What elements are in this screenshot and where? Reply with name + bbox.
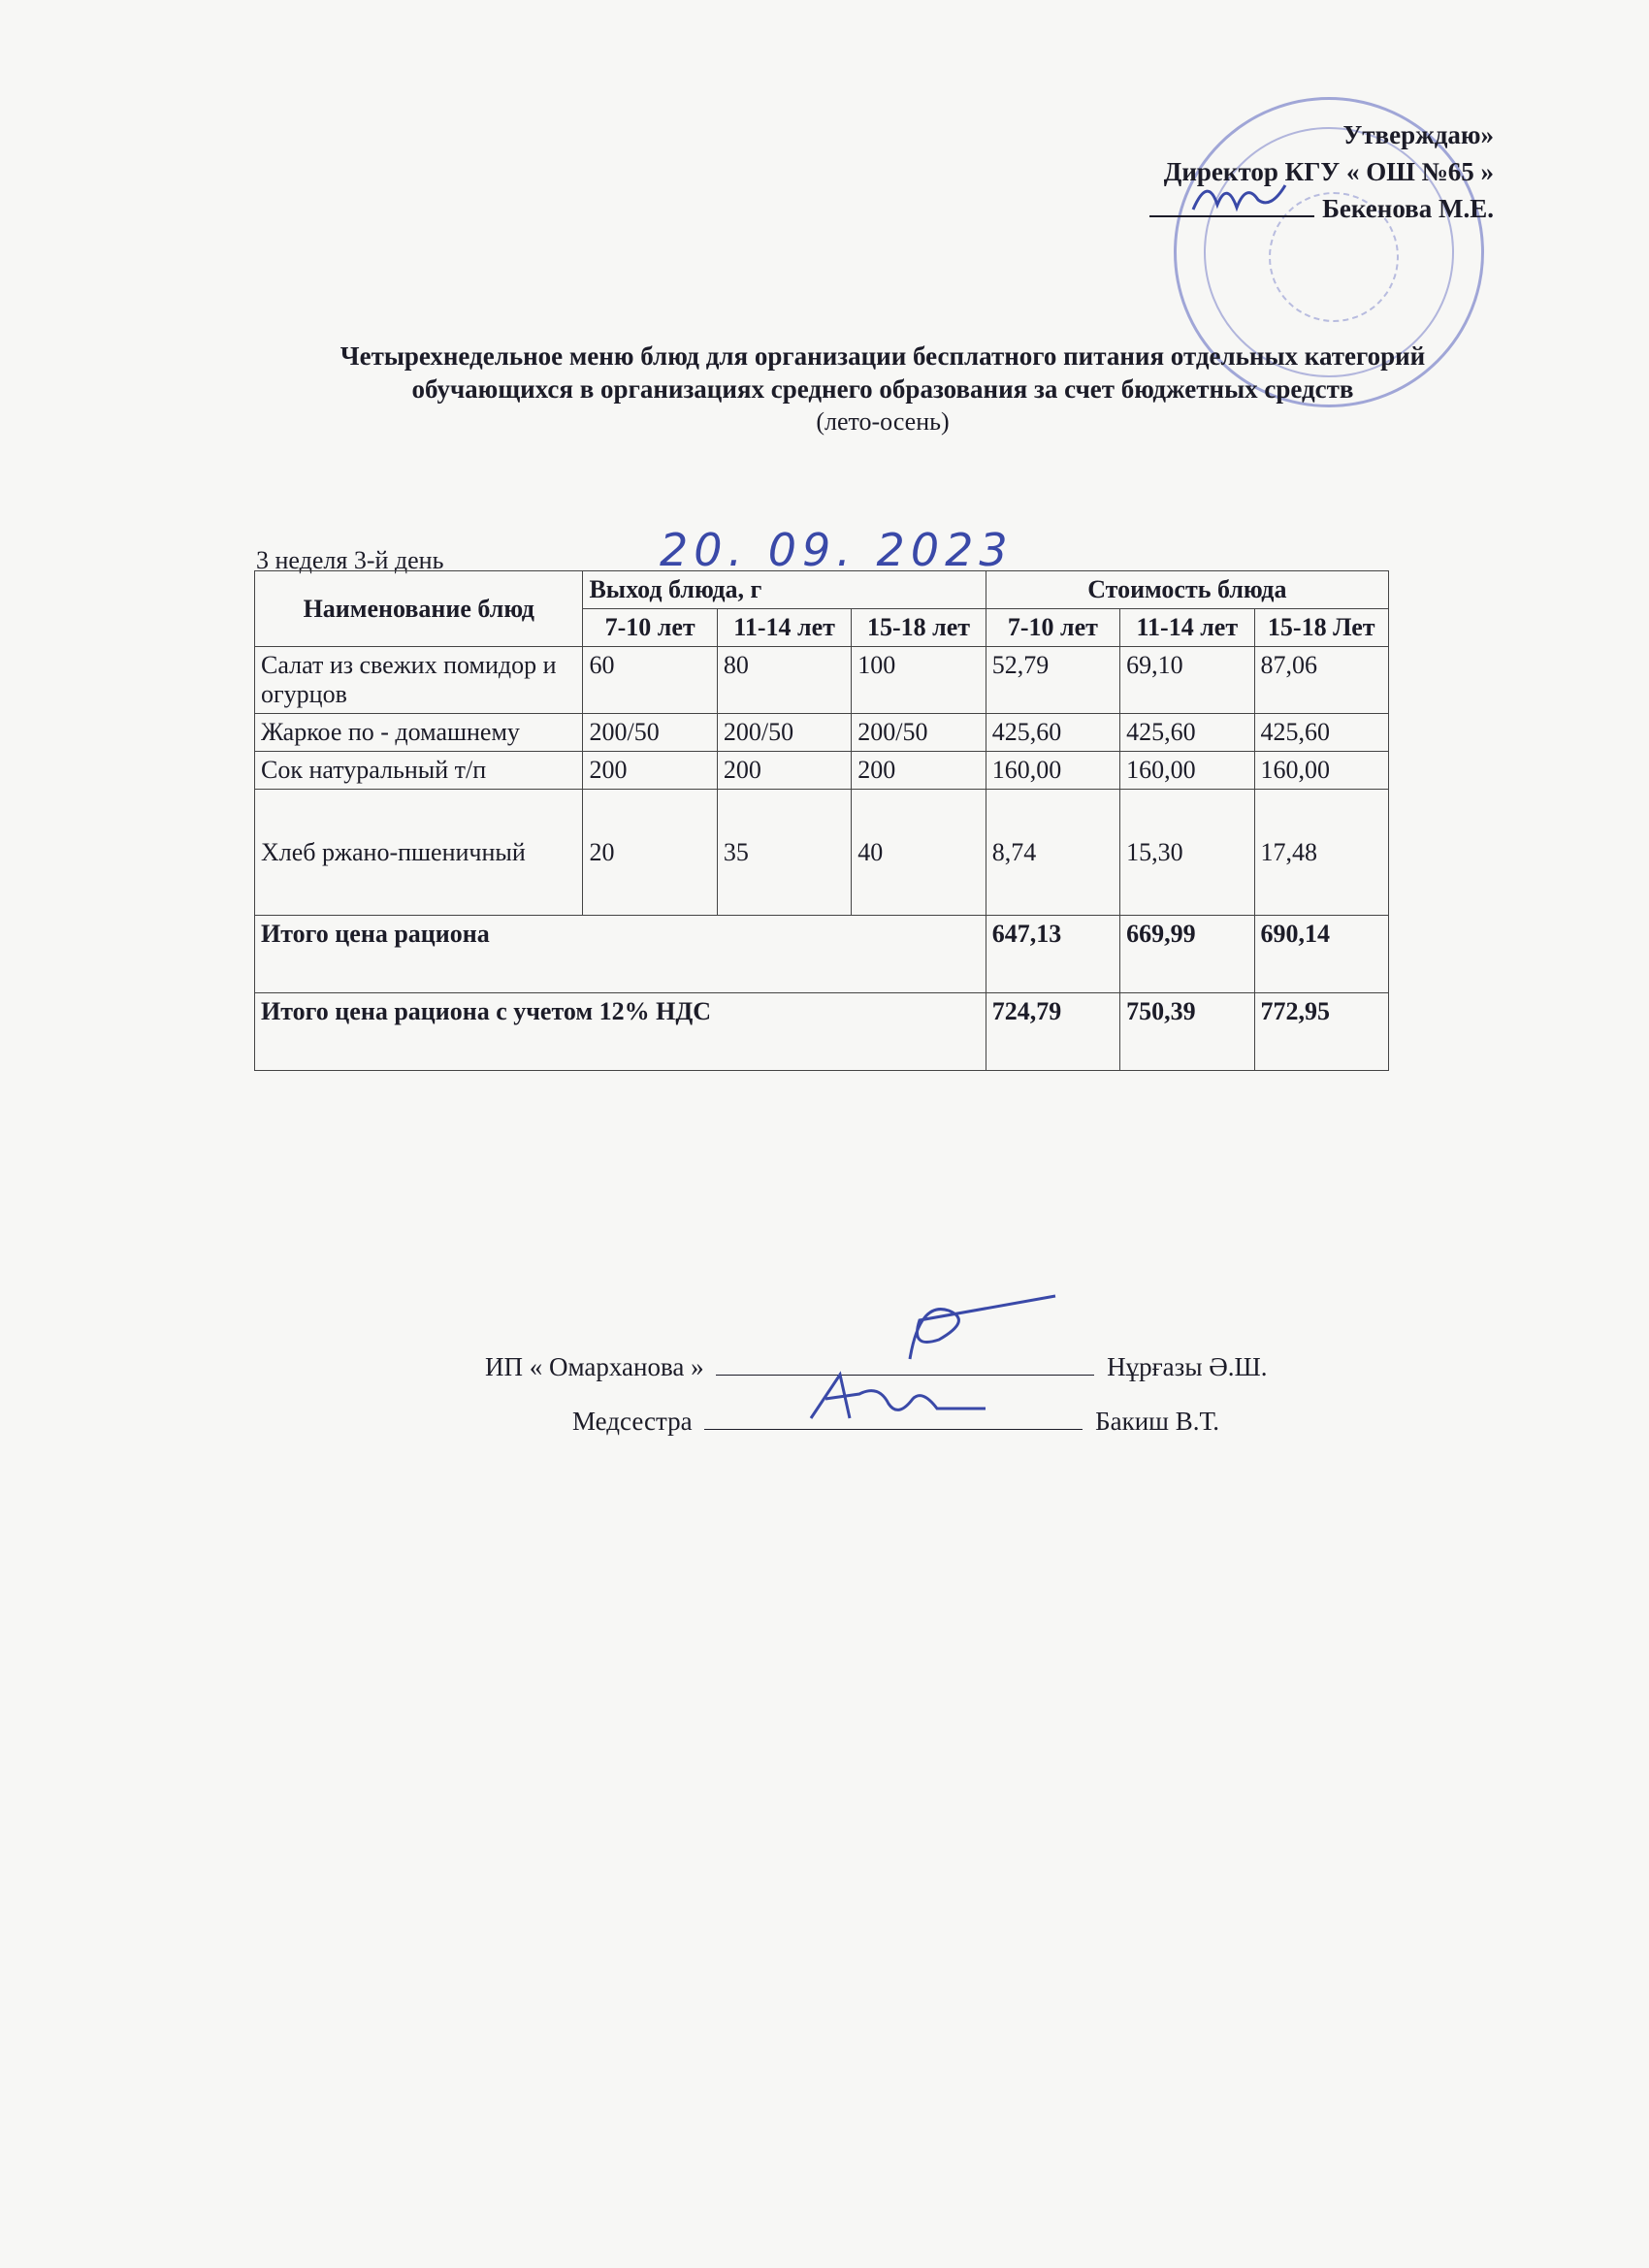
dish-cost: 17,48 — [1254, 790, 1389, 916]
nurse-label: Медсестра — [572, 1407, 693, 1436]
dish-cost: 8,74 — [986, 790, 1119, 916]
total-vat-row — [255, 993, 1389, 1071]
document-title — [262, 340, 1504, 438]
dish-cost: 160,00 — [1254, 752, 1389, 790]
dish-yield: 20 — [583, 790, 717, 916]
handwritten-date: 20. 09. 2023 — [660, 524, 1014, 576]
header-yield: Выход блюда, г — [583, 571, 986, 609]
dish-yield: 100 — [852, 647, 986, 714]
signatures-block — [485, 1348, 1267, 1457]
nurse-name: Бакиш В.Т. — [1095, 1407, 1219, 1436]
week-day-label: 3 неделя 3-й день — [256, 546, 444, 574]
entrepreneur-signature — [881, 1291, 1075, 1369]
dish-cost: 52,79 — [986, 647, 1119, 714]
approval-line-2: Директор КГУ « ОШ №65 » — [1163, 157, 1494, 186]
dish-cost: 160,00 — [986, 752, 1119, 790]
table-row — [255, 647, 1389, 714]
dish-yield: 35 — [717, 790, 851, 916]
header-cost-age: 15-18 Лет — [1254, 609, 1389, 647]
dish-yield: 200/50 — [583, 714, 717, 752]
total-value: 669,99 — [1120, 916, 1254, 993]
entrepreneur-name: Нұрғазы Ә.Ш. — [1107, 1352, 1268, 1381]
director-signature — [1188, 171, 1295, 219]
entrepreneur-label: ИП « Омарханова » — [485, 1352, 704, 1381]
menu-table — [254, 570, 1389, 1071]
approval-block — [1149, 116, 1494, 227]
dish-name: Жаркое по - домашнему — [255, 714, 583, 752]
dish-yield: 200/50 — [852, 714, 986, 752]
total-vat-value: 750,39 — [1120, 993, 1254, 1071]
dish-cost: 87,06 — [1254, 647, 1389, 714]
header-name: Наименование блюд — [255, 571, 583, 647]
total-value: 647,13 — [986, 916, 1119, 993]
nurse-signature — [801, 1365, 995, 1433]
header-cost: Стоимость блюда — [986, 571, 1388, 609]
dish-cost: 425,60 — [986, 714, 1119, 752]
title-main: Четырехнедельное меню блюд для организации бесплатного питания отдельных категорий обучающихся в организациях среднего образования за счет бюджетных средств — [340, 341, 1426, 404]
table-row — [255, 752, 1389, 790]
dish-cost: 160,00 — [1120, 752, 1254, 790]
dish-name: Хлеб ржано-пшеничный — [255, 790, 583, 916]
dish-name: Сок натуральный т/п — [255, 752, 583, 790]
dish-yield: 200/50 — [717, 714, 851, 752]
table-row — [255, 714, 1389, 752]
approval-line-1: Утверждаю» — [1342, 120, 1494, 149]
header-cost-age: 11-14 лет — [1120, 609, 1254, 647]
total-row — [255, 916, 1389, 993]
dish-yield: 200 — [852, 752, 986, 790]
dish-cost: 69,10 — [1120, 647, 1254, 714]
dish-cost: 425,60 — [1120, 714, 1254, 752]
table-header-row-1 — [255, 571, 1389, 609]
approval-line-3 — [1149, 190, 1494, 227]
total-value: 690,14 — [1254, 916, 1389, 993]
total-vat-value: 724,79 — [986, 993, 1119, 1071]
header-yield-age: 11-14 лет — [717, 609, 851, 647]
table-row — [255, 790, 1389, 916]
director-name: Бекенова М.Е. — [1322, 194, 1494, 223]
nurse-signature-line — [704, 1406, 1083, 1430]
dish-yield: 60 — [583, 647, 717, 714]
total-label: Итого цена рациона — [255, 916, 986, 993]
dish-yield: 40 — [852, 790, 986, 916]
dish-yield: 80 — [717, 647, 851, 714]
dish-cost: 425,60 — [1254, 714, 1389, 752]
header-cost-age: 7-10 лет — [986, 609, 1119, 647]
dish-yield: 200 — [583, 752, 717, 790]
dish-yield: 200 — [717, 752, 851, 790]
title-season: (лето-осень) — [816, 407, 950, 436]
total-vat-value: 772,95 — [1254, 993, 1389, 1071]
header-yield-age: 7-10 лет — [583, 609, 717, 647]
nurse-signature-row — [485, 1403, 1267, 1457]
dish-name: Салат из свежих помидор и огурцов — [255, 647, 583, 714]
director-signature-line — [1149, 192, 1314, 217]
dish-cost: 15,30 — [1120, 790, 1254, 916]
total-vat-label: Итого цена рациона с учетом 12% НДС — [255, 993, 986, 1071]
header-yield-age: 15-18 лет — [852, 609, 986, 647]
